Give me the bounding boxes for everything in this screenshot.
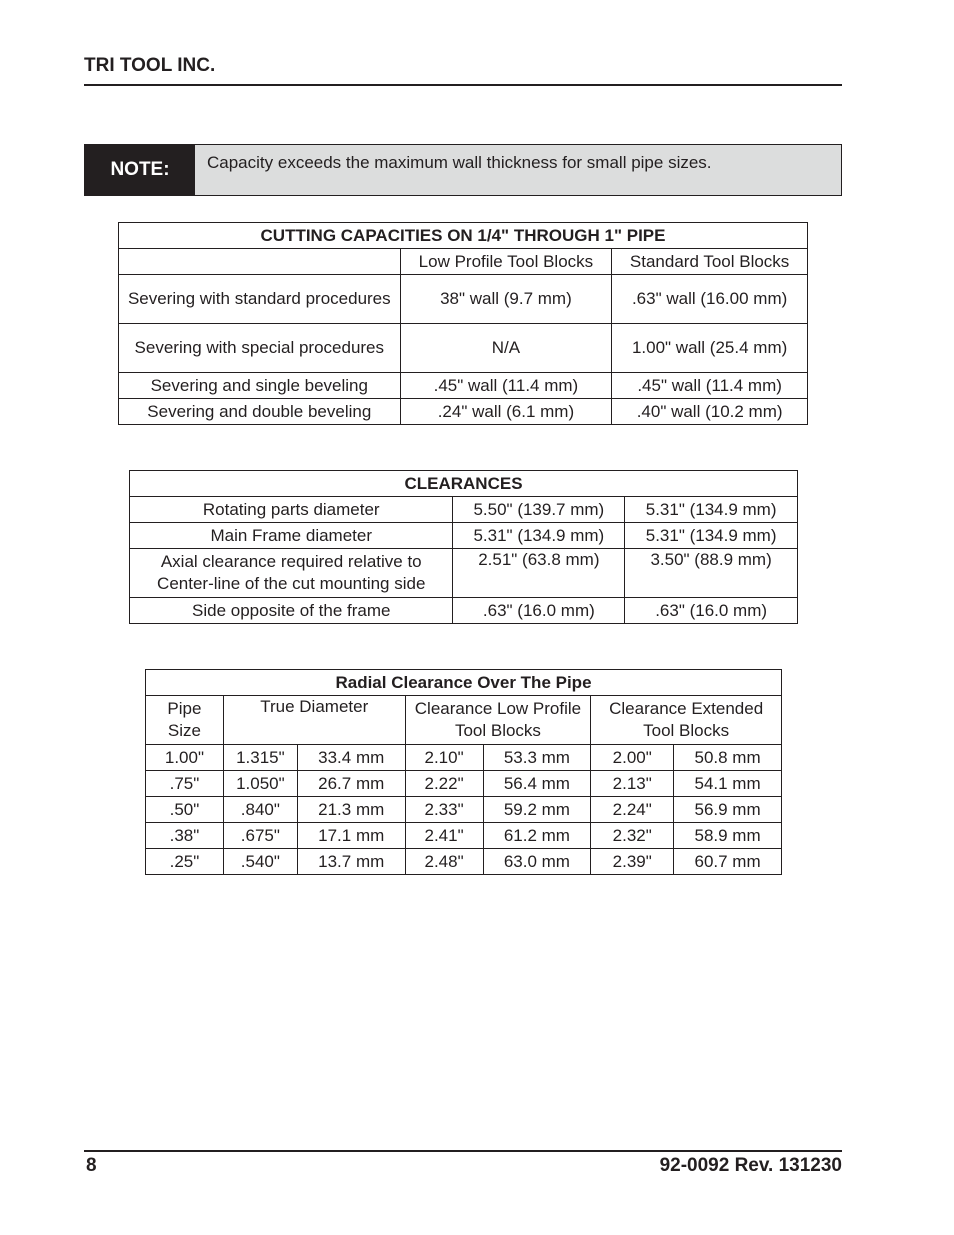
table-cell: .40" wall (10.2 mm) (612, 399, 808, 425)
table-row (146, 797, 782, 823)
table-row (146, 823, 782, 849)
table-cell: 2.39" (591, 849, 674, 875)
table-cell: 17.1 mm (297, 823, 405, 849)
table-cell: 33.4 mm (297, 745, 405, 771)
radial-clearance-table (145, 669, 782, 875)
table-cell: 59.2 mm (483, 797, 591, 823)
clearances-table (129, 470, 798, 624)
table-cell: 63.0 mm (483, 849, 591, 875)
table-cell: .24" wall (6.1 mm) (400, 399, 612, 425)
table-cell: 53.3 mm (483, 745, 591, 771)
table-cell: 58.9 mm (674, 823, 782, 849)
note-text: Capacity exceeds the maximum wall thickness for small pipe sizes. (207, 153, 712, 172)
table-cell: 5.31" (134.9 mm) (625, 523, 798, 549)
table-cell: 2.48" (405, 849, 483, 875)
table-cell: 2.51" (63.8 mm) (453, 549, 625, 598)
table-cell: 38" wall (9.7 mm) (400, 275, 612, 324)
cutting-capacities-table (118, 222, 808, 425)
note-label: NOTE: (85, 145, 195, 195)
table-title: CLEARANCES (130, 471, 798, 497)
table-row (130, 523, 798, 549)
table-cell: Rotating parts diameter (130, 497, 453, 523)
table-cell: Axial clearance required relative to Center-line of the cut mounting side (130, 549, 453, 598)
table-cell: 5.31" (134.9 mm) (625, 497, 798, 523)
table-cell: 2.33" (405, 797, 483, 823)
table-row (130, 497, 798, 523)
column-header: Low Profile Tool Blocks (400, 249, 612, 275)
table-cell: 61.2 mm (483, 823, 591, 849)
table-cell: .75" (146, 771, 224, 797)
column-header: True Diameter (223, 696, 405, 745)
table-cell: .63" (16.0 mm) (625, 598, 798, 624)
table-cell: 3.50" (88.9 mm) (625, 549, 798, 598)
table-row (146, 849, 782, 875)
note-box (84, 144, 842, 196)
table-cell: 2.00" (591, 745, 674, 771)
table-cell: 56.9 mm (674, 797, 782, 823)
table-cell: .38" (146, 823, 224, 849)
table-cell: Severing with special procedures (119, 324, 401, 373)
table-title: Radial Clearance Over The Pipe (146, 670, 782, 696)
column-header (119, 249, 401, 275)
footer-divider (84, 1150, 842, 1152)
table-cell: 5.50" (139.7 mm) (453, 497, 625, 523)
column-header: Clearance Low Profile Tool Blocks (405, 696, 591, 745)
table-cell: 2.10" (405, 745, 483, 771)
table-cell: .840" (223, 797, 297, 823)
document-number: 92-0092 Rev. 131230 (659, 1155, 842, 1176)
table-cell: .675" (223, 823, 297, 849)
table-cell: .25" (146, 849, 224, 875)
table-cell: N/A (400, 324, 612, 373)
table-cell: 2.24" (591, 797, 674, 823)
header-divider (84, 84, 842, 86)
table-cell: 26.7 mm (297, 771, 405, 797)
table-title: CUTTING CAPACITIES ON 1/4" THROUGH 1" PIPE (119, 223, 808, 249)
table-cell: .50" (146, 797, 224, 823)
table-row (119, 324, 808, 373)
table-row (119, 275, 808, 324)
table-cell: 54.1 mm (674, 771, 782, 797)
table-cell: Severing and double beveling (119, 399, 401, 425)
table-row (146, 745, 782, 771)
table-row (130, 549, 798, 598)
table-cell: .63" wall (16.00 mm) (612, 275, 808, 324)
column-header: Clearance Extended Tool Blocks (591, 696, 782, 745)
column-header: Standard Tool Blocks (612, 249, 808, 275)
table-cell: Side opposite of the frame (130, 598, 453, 624)
table-cell: 21.3 mm (297, 797, 405, 823)
table-cell: 2.22" (405, 771, 483, 797)
table-cell: 1.00" wall (25.4 mm) (612, 324, 808, 373)
table-cell: 5.31" (134.9 mm) (453, 523, 625, 549)
table-cell: .45" wall (11.4 mm) (612, 373, 808, 399)
table-cell: .540" (223, 849, 297, 875)
table-cell: .45" wall (11.4 mm) (400, 373, 612, 399)
page-number: 8 (86, 1155, 97, 1176)
table-row (119, 399, 808, 425)
table-cell: 13.7 mm (297, 849, 405, 875)
table-cell: 1.050" (223, 771, 297, 797)
table-cell: 2.41" (405, 823, 483, 849)
table-cell: .63" (16.0 mm) (453, 598, 625, 624)
table-cell: 1.00" (146, 745, 224, 771)
table-cell: 56.4 mm (483, 771, 591, 797)
company-name: TRI TOOL INC. (84, 55, 216, 76)
table-row (130, 598, 798, 624)
table-cell: 2.13" (591, 771, 674, 797)
column-header: Pipe Size (146, 696, 224, 745)
table-cell: Main Frame diameter (130, 523, 453, 549)
table-cell: 2.32" (591, 823, 674, 849)
table-cell: 1.315" (223, 745, 297, 771)
table-row (146, 771, 782, 797)
table-row (119, 373, 808, 399)
table-cell: Severing and single beveling (119, 373, 401, 399)
table-cell: Severing with standard procedures (119, 275, 401, 324)
table-cell: 50.8 mm (674, 745, 782, 771)
table-cell: 60.7 mm (674, 849, 782, 875)
